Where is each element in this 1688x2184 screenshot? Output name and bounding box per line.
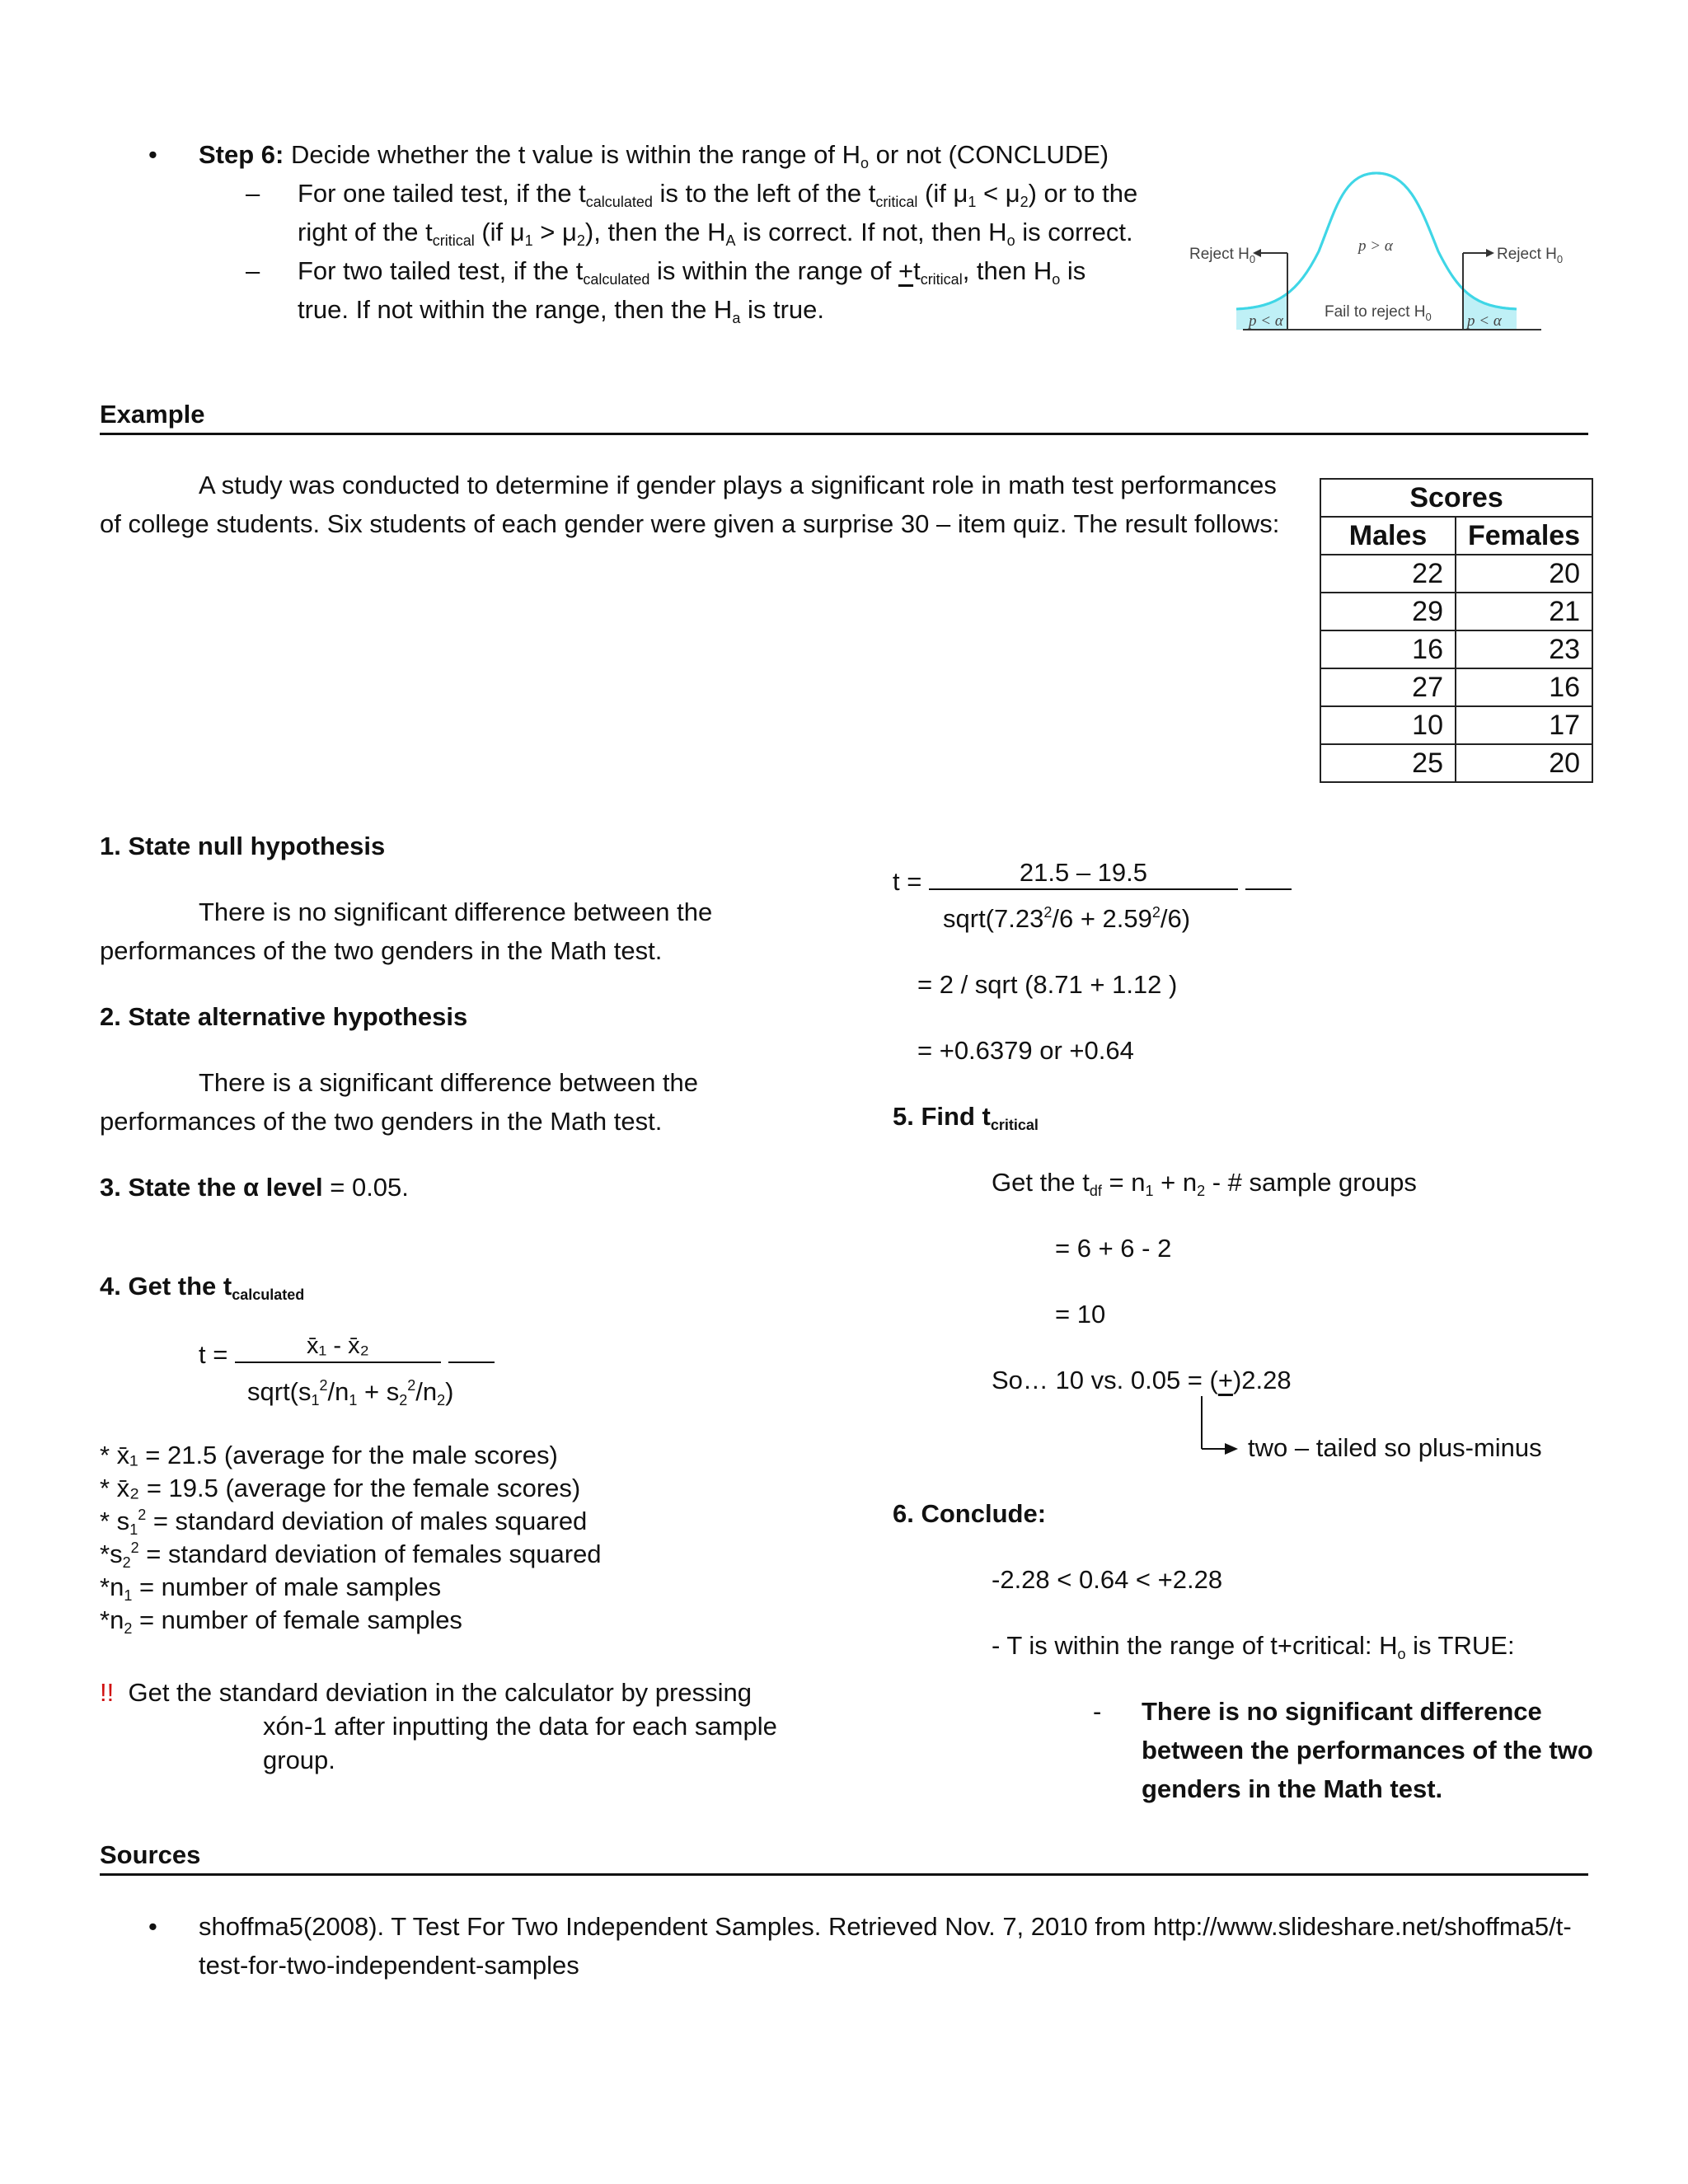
tip-line: [100, 1675, 777, 1709]
note-line: * x̄₁ = 21.5 (average for the male scores): [100, 1441, 558, 1469]
fraction-line: [235, 1333, 441, 1363]
p-less-left-label: p < α: [1249, 312, 1283, 330]
t-formula-denominator: $sqrt(s_1^2/n_1 + s_2^2/n_2)$: [247, 1377, 454, 1408]
text: , then H: [962, 256, 1053, 285]
within-range-statement: - T is within the range of t+critical: $H_o$ is TRUE:: [992, 1631, 1515, 1662]
step5-heading: 5. Find $t_{critical}$: [893, 1102, 1039, 1133]
table-row: [1320, 555, 1592, 593]
alt-hypothesis-line: performances of the two genders in the Math test.: [100, 1107, 663, 1136]
inequality: -2.28 < 0.64 < +2.28: [992, 1565, 1223, 1594]
cell-males: 29: [1320, 593, 1456, 630]
numerator: 21.5 – 19.5: [1019, 858, 1148, 887]
conclusion-line: between the performances of the two: [1142, 1736, 1593, 1765]
source-citation: shoffma5(2008). T Test For Two Independent Samples. Retrieved Nov. 7, 2010 from http://www.slideshare.net/shoffma5/t-: [199, 1912, 1572, 1941]
arrow-right-icon: [1486, 249, 1494, 257]
alpha-label: 3. State the α level: [100, 1173, 323, 1202]
text: sqrt(s: [247, 1377, 312, 1406]
fraction-line-tail: [448, 1333, 495, 1363]
step6-conclude-heading: 6. Conclude:: [893, 1499, 1047, 1528]
text: is true.: [740, 295, 824, 324]
subscript: critical: [432, 232, 475, 249]
subscript: calculated: [583, 271, 650, 288]
step6-line: [298, 213, 1133, 251]
df-calc: = 10: [1055, 1300, 1106, 1329]
cell-males: 22: [1320, 555, 1456, 593]
step6-title: Step 6:: [199, 140, 284, 169]
text: is correct. If not, then H: [735, 218, 1007, 246]
alpha-value: = 0.05.: [322, 1173, 409, 1202]
step6-line: [298, 291, 824, 329]
bullet: •: [148, 1912, 157, 1941]
scores-table: [1320, 478, 1593, 783]
note-line: $*n_1$ = number of male samples: [100, 1572, 442, 1604]
text: > μ: [532, 218, 577, 246]
subscript: calculated: [585, 194, 653, 210]
col-header-males: Males: [1320, 517, 1456, 555]
subscript: A: [725, 232, 736, 249]
text: (if μ: [474, 218, 525, 246]
null-hypothesis-line: There is no significant difference between the: [199, 898, 713, 926]
col-header-females: Females: [1456, 517, 1592, 555]
subscript: calculated: [232, 1286, 305, 1303]
conclusion-line: genders in the Math test.: [1142, 1774, 1443, 1803]
reject-right-label: Reject $H_0$: [1497, 246, 1564, 265]
subscript: 2: [1020, 194, 1029, 210]
t-value-numerator: [893, 860, 1292, 901]
p-greater-label: p > α: [1358, 237, 1393, 255]
table-row: [1320, 668, 1592, 706]
reject-left-label: Reject $H_0$: [1189, 246, 1256, 265]
dash: –: [246, 179, 260, 208]
text: true. If not within the range, then the H: [298, 295, 733, 324]
fraction-line-tail: [1245, 860, 1292, 890]
step6-heading: [199, 136, 1109, 174]
normal-curve-diagram: [1187, 161, 1564, 338]
cell-males: 16: [1320, 630, 1456, 668]
step2-heading: 2. State alternative hypothesis: [100, 1002, 468, 1031]
calc-step: = +0.6379 or +0.64: [917, 1036, 1134, 1065]
text: 4. Get the t: [100, 1272, 232, 1301]
text: t =: [893, 867, 929, 896]
sources-heading: Sources: [100, 1840, 201, 1869]
text: t =: [199, 1340, 235, 1369]
table-row: [1320, 706, 1592, 744]
warning-icon: !!: [100, 1678, 115, 1707]
step3-heading: [100, 1169, 409, 1207]
fraction-line: [929, 860, 1238, 890]
tip-line: group.: [263, 1746, 335, 1774]
text: ): [445, 1377, 454, 1406]
subscript: o: [860, 155, 869, 171]
text: For two tailed test, if the t: [298, 256, 584, 285]
t-formula-numerator: [199, 1333, 495, 1374]
text: right of the t: [298, 218, 433, 246]
text: /n: [415, 1377, 438, 1406]
alt-hypothesis-line: There is a significant difference between the: [199, 1068, 699, 1097]
cell-females: 20: [1456, 744, 1592, 782]
plus-minus: +: [898, 256, 914, 285]
text: t: [913, 256, 921, 285]
dash: –: [246, 256, 260, 285]
df-calc: = 6 + 6 - 2: [1055, 1234, 1172, 1263]
step6-line: [298, 175, 1137, 213]
text: For one tailed test, if the t: [298, 179, 586, 208]
calculator-tip: [100, 1675, 777, 1777]
text: ) or to the: [1028, 179, 1138, 208]
cell-males: 27: [1320, 668, 1456, 706]
subscript: critical: [920, 271, 963, 288]
text: (if μ: [917, 179, 968, 208]
two-tailed-note: two – tailed so plus-minus: [1248, 1433, 1542, 1462]
df-formula: Get the $t_{df} = n_1 + n_2$ - # sample groups: [992, 1168, 1417, 1199]
fail-to-reject-label: Fail to reject $H_0$: [1325, 303, 1432, 323]
text: /n: [327, 1377, 349, 1406]
calc-step: = 2 / sqrt (8.71 + 1.12 ): [917, 970, 1178, 999]
text: Get the standard deviation in the calculator by pressing: [128, 1678, 752, 1707]
subscript: critical: [875, 194, 918, 210]
divider: [100, 433, 1588, 435]
t-value-denominator: $sqrt(7.23^2/6 + 2.59^2/6)$: [943, 904, 1191, 933]
step6-text: Decide whether the t value is within the range of H: [284, 140, 860, 169]
text: is within the range of: [649, 256, 898, 285]
subscript: o: [1006, 232, 1015, 249]
null-hypothesis-line: performances of the two genders in the Math test.: [100, 936, 663, 965]
cell-females: 17: [1456, 706, 1592, 744]
p-less-right-label: p < α: [1467, 312, 1502, 330]
step4-heading: [100, 1268, 304, 1305]
subscript: 1: [968, 194, 977, 210]
source-citation: test-for-two-independent-samples: [199, 1951, 579, 1980]
critical-value-line: So… 10 vs. 0.05 = (+)2.28: [992, 1366, 1292, 1394]
note-line: * $s_1^2$ = standard deviation of males squared: [100, 1507, 588, 1538]
cell-females: 20: [1456, 555, 1592, 593]
final-dash: -: [1093, 1697, 1102, 1726]
example-paragraph-line: A study was conducted to determine if gender plays a significant role in math test performances: [199, 471, 1277, 499]
step6-line: [298, 252, 1085, 290]
divider: [100, 1873, 1588, 1876]
note-line: $*s_2^2$ = standard deviation of females squared: [100, 1540, 602, 1571]
subscript: o: [1052, 271, 1061, 288]
text: < μ: [976, 179, 1020, 208]
cell-males: 25: [1320, 744, 1456, 782]
step6-text: or not (CONCLUDE): [868, 140, 1109, 169]
notes-list: [100, 1439, 602, 1637]
arrow-right-icon: [1195, 1396, 1245, 1454]
note-line: $*n_2$ = number of female samples: [100, 1605, 462, 1637]
table-row: [1320, 630, 1592, 668]
text: ), then the H: [584, 218, 726, 246]
table-row: [1320, 593, 1592, 630]
table-row: [1320, 744, 1592, 782]
subscript: 1: [524, 232, 533, 249]
bullet: •: [148, 140, 157, 169]
subscript: a: [732, 310, 741, 326]
step1-heading: 1. State null hypothesis: [100, 832, 386, 860]
text: is: [1060, 256, 1086, 285]
numerator: x̄₁ - x̄₂: [307, 1333, 369, 1359]
cell-females: 21: [1456, 593, 1592, 630]
example-paragraph-line: of college students. Six students of each gender were given a surprise 30 – item quiz. The result follows:: [100, 509, 1280, 538]
tip-line: xón-1 after inputting the data for each sample: [263, 1712, 777, 1741]
cell-females: 16: [1456, 668, 1592, 706]
text: is to the left of the t: [652, 179, 876, 208]
example-heading: Example: [100, 400, 205, 429]
subscript: 2: [576, 232, 585, 249]
cell-females: 23: [1456, 630, 1592, 668]
cell-males: 10: [1320, 706, 1456, 744]
conclusion-line: There is no significant difference: [1142, 1697, 1542, 1726]
text: + s: [357, 1377, 400, 1406]
text: is correct.: [1015, 218, 1133, 246]
note-line: * x̄₂ = 19.5 (average for the female scores): [100, 1474, 581, 1502]
scores-title: Scores: [1320, 479, 1592, 517]
